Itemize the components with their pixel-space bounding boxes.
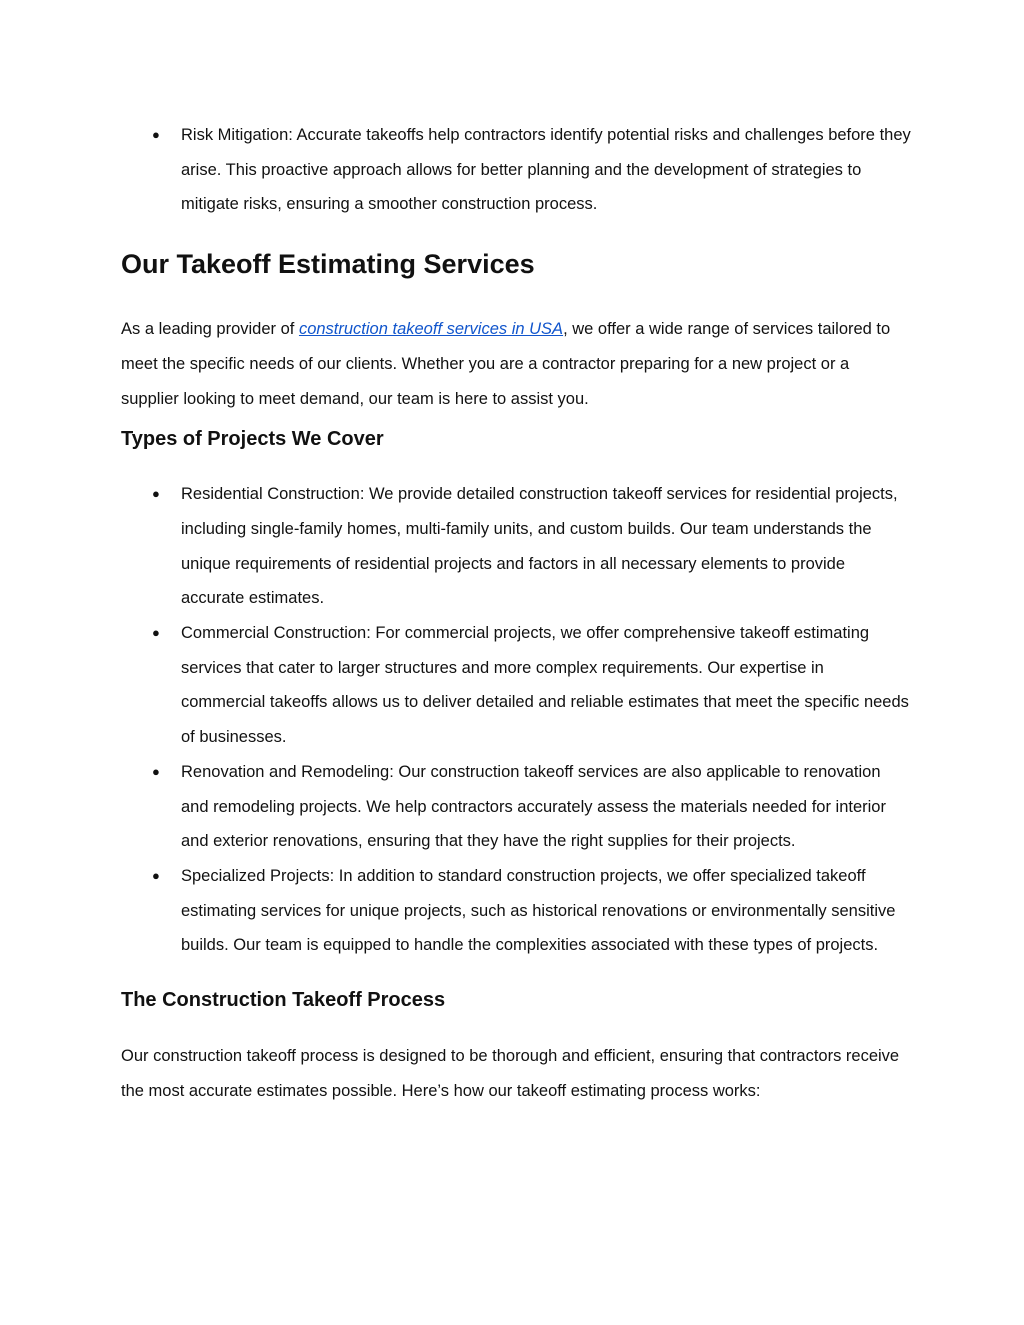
bullet-icon: ● — [152, 486, 160, 502]
process-heading: The Construction Takeoff Process — [121, 989, 446, 1012]
list-item — [121, 616, 911, 755]
bullet-icon: ● — [152, 127, 160, 142]
list-item — [121, 477, 911, 616]
process-paragraph: Our construction takeoff process is designed to be thorough and efficient, ensuring that contractors receive the most accurate estimates possible. Here’s how our takeoff estimating process works: — [121, 1047, 900, 1100]
intro-paragraph — [121, 312, 911, 416]
intro-text-after: , we offer a wide range of services tailored to meet the specific needs of our clients. Whether you are a contractor preparing for a new project or a supplier looking to meet demand, our team is here to assist you. — [121, 320, 891, 408]
list-item-text: Residential Construction: We provide detailed construction takeoff services for residential projects, including single-family homes, multi-family units, and custom builds. Our team understands the unique requirements of residential projects and factors in all necessary elements to provide accurate estimates. — [181, 485, 898, 608]
risk-list — [121, 118, 911, 222]
bullet-icon: ● — [152, 867, 160, 883]
list-item-text: Risk Mitigation: Accurate takeoffs help contractors identify potential risks and challenges before they arise. This proactive approach allows for better planning and the development of strategies to mitigate risks, ensuring a smoother construction process. — [181, 126, 911, 214]
intro-text-before: As a leading provider of — [121, 320, 299, 339]
list-item-text: Commercial Construction: For commercial projects, we offer comprehensive takeoff estimating services that cater to larger structures and more complex requirements. Our expertise in commercial takeoffs allows us to deliver detailed and reliable estimates that meet the specific needs of businesses. — [181, 624, 909, 747]
types-heading: Types of Projects We Cover — [121, 428, 384, 451]
list-item — [121, 118, 911, 222]
project-types-list — [121, 477, 911, 963]
bullet-icon: ● — [152, 625, 160, 641]
bullet-icon: ● — [152, 763, 160, 779]
document-page — [121, 118, 911, 1108]
list-item-text: Renovation and Remodeling: Our construction takeoff services are also applicable to renovation and remodeling projects. We help contractors accurately assess the materials needed for interior and exterior renovations, ensuring that they have the right supplies for their projects. — [181, 762, 886, 851]
construction-takeoff-link[interactable]: construction takeoff services in USA — [298, 320, 564, 339]
list-item-text: Specialized Projects: In addition to standard construction projects, we offer specialized takeoff estimating services for unique projects, such as historical renovations or environmentally sensitive builds. Our team is equipped to handle the complexities associated with these types of projects. — [181, 866, 896, 955]
list-item — [121, 755, 911, 859]
services-heading: Our Takeoff Estimating Services — [121, 249, 535, 280]
list-item — [121, 859, 911, 963]
